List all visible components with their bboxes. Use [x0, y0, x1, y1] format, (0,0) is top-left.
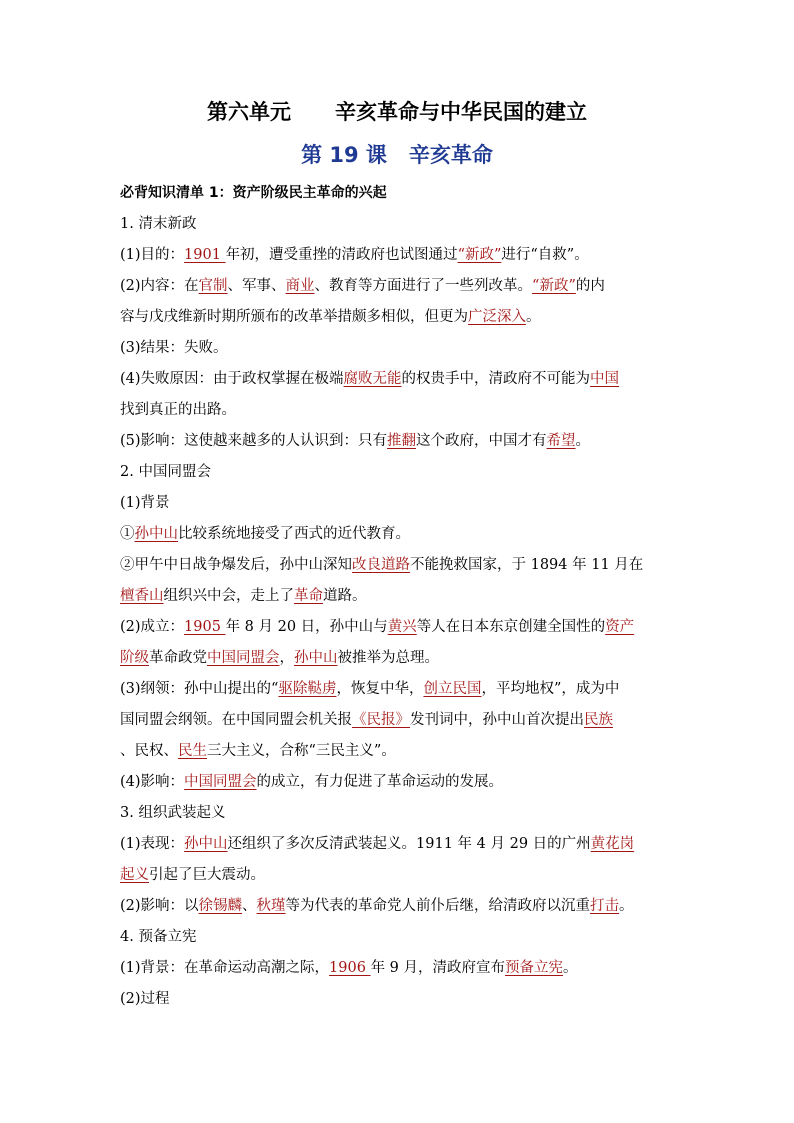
underlined-term: 《民报》: [352, 712, 410, 728]
unit-number: 第六单元: [207, 100, 291, 124]
underlined-term: 打击: [590, 898, 620, 914]
text-line: [120, 581, 680, 612]
text-segment: 。: [619, 898, 634, 914]
text-segment: 。: [526, 309, 541, 325]
text-segment: 的权贵手中，清政府不可能为: [401, 371, 591, 387]
text-segment: (1)背景：在革命运动高潮之际，: [120, 960, 330, 976]
text-segment: 革命政党: [149, 650, 207, 666]
underlined-term: 推翻: [387, 433, 417, 449]
text-line: [120, 798, 680, 829]
underlined-term: 改良道路: [352, 557, 410, 573]
unit-title: 辛亥革命与中华民国的建立: [335, 100, 587, 124]
text-segment: 、民权、: [120, 743, 178, 759]
text-segment: 这个政府，中国才有: [416, 433, 547, 449]
text-segment: ，恢复中华，: [336, 681, 424, 697]
underlined-term: 民族: [584, 712, 613, 728]
text-line: [120, 674, 680, 705]
underlined-term: 预备立宪: [505, 960, 564, 976]
text-line: [120, 984, 680, 1015]
underlined-term: 商业: [285, 278, 315, 294]
text-segment: 。: [575, 433, 591, 449]
text-segment: 引起了巨大震动。: [149, 867, 265, 883]
text-segment: 进行“自救”。: [501, 247, 589, 263]
text-line: [120, 209, 680, 240]
underlined-term: “新政”: [457, 247, 502, 263]
text-line: [120, 426, 680, 457]
text-line: [120, 519, 680, 550]
text-segment: (4)影响：: [120, 774, 185, 790]
text-line: [120, 705, 680, 736]
text-segment: (2)内容：在: [120, 278, 199, 294]
text-segment: ，: [279, 650, 294, 666]
text-segment: 、军事、: [227, 278, 286, 294]
text-segment: 等为代表的革命党人前仆后继，给清政府以沉重: [285, 898, 591, 914]
text-segment: 不能挽救国家，于 1894 年 11 月在: [410, 557, 644, 573]
section-heading: [120, 178, 680, 209]
underlined-term: 中国: [590, 371, 620, 387]
text-segment: (3)结果：失败。: [120, 340, 228, 356]
underlined-term: 1905: [184, 619, 226, 635]
underlined-term: 驱除鞑虏: [278, 681, 337, 697]
text-segment: (1)表现：: [120, 836, 185, 852]
text-line: [120, 829, 680, 860]
underlined-term: “新政”: [532, 278, 576, 294]
text-segment: 年初，遭受重挫的清政府也试图通过: [225, 247, 458, 263]
text-segment: ，平均地权”，成为中: [481, 681, 620, 697]
text-segment: 4. 预备立宪: [120, 929, 197, 945]
text-segment: (5)影响：这使越来越多的人认识到：只有: [120, 433, 388, 449]
text-line: [120, 891, 680, 922]
underlined-term: 1906: [329, 960, 371, 976]
text-segment: 国同盟会纲领。在中国同盟会机关报: [120, 712, 352, 728]
underlined-term: 孙中山: [294, 650, 338, 666]
text-segment: 年 9 月，清政府宣布: [370, 960, 506, 976]
text-segment: ②甲午中日战争爆发后，孙中山深知: [120, 557, 352, 573]
text-segment: 找到真正的出路。: [120, 402, 236, 418]
underlined-term: 1901: [184, 247, 226, 263]
text-segment: 容与戊戌维新时期所颁布的改革举措颇多相似，但更为: [120, 309, 468, 325]
underlined-term: 创立民国: [423, 681, 482, 697]
text-line: [120, 953, 680, 984]
underlined-term: 资产: [605, 619, 635, 635]
lesson-name: 辛亥革命: [408, 143, 493, 167]
text-segment: 还组织了多次反清武装起义。1911 年 4 月 29 日的广州: [227, 836, 591, 852]
text-segment: 被推举为总理。: [337, 650, 439, 666]
text-segment: 2. 中国同盟会: [120, 464, 211, 480]
text-segment: (2)过程: [120, 991, 170, 1007]
text-segment: (2)成立：: [120, 619, 185, 635]
underlined-term: 广泛深入: [468, 309, 526, 325]
text-segment: 三大主义，合称“三民主义”。: [207, 743, 396, 759]
underlined-term: 徐锡麟: [198, 898, 243, 914]
text-segment: ①: [120, 526, 135, 542]
text-line: [120, 457, 680, 488]
underlined-term: 黄兴: [387, 619, 417, 635]
text-line: [120, 612, 680, 643]
text-line: [120, 240, 680, 271]
text-line: [120, 488, 680, 519]
underlined-term: 中国同盟会: [207, 650, 280, 666]
text-segment: (4)失败原因：由于政权掌握在极端: [120, 371, 344, 387]
text-segment: 等人在日本东京创建全国性的: [416, 619, 606, 635]
text-line: [120, 333, 680, 364]
underlined-term: 孙中山: [134, 526, 178, 542]
text-segment: 。: [563, 960, 578, 976]
underlined-term: 阶级: [120, 650, 149, 666]
text-segment: (2)影响：以: [120, 898, 199, 914]
underlined-term: 孙中山: [184, 836, 228, 852]
text-line: [120, 364, 680, 395]
text-segment: 必背知识清单 1：资产阶级民主革命的兴起: [120, 185, 387, 201]
text-line: [120, 395, 680, 426]
underlined-term: 革命: [294, 588, 323, 604]
text-segment: 的成立，有力促进了革命运动的发展。: [256, 774, 504, 790]
text-line: [120, 767, 680, 798]
text-line: [120, 550, 680, 581]
text-segment: 的内: [575, 278, 605, 294]
text-line: [120, 643, 680, 674]
text-segment: (1)背景: [120, 495, 170, 511]
text-segment: 1. 清末新政: [120, 216, 197, 232]
lesson-number: 第 19 课: [301, 143, 387, 167]
text-segment: 发刊词中，孙中山首次提出: [410, 712, 584, 728]
underlined-term: 官制: [198, 278, 228, 294]
underlined-term: 起义: [120, 867, 149, 883]
text-segment: (3)纲领：孙中山提出的“: [120, 681, 279, 697]
text-segment: 、: [242, 898, 257, 914]
text-line: [120, 860, 680, 891]
underlined-term: 秋瑾: [256, 898, 286, 914]
underlined-term: 黄花岗: [590, 836, 635, 852]
text-segment: 、教育等方面进行了一些列改革。: [314, 278, 533, 294]
text-line: [120, 736, 680, 767]
text-segment: 年 8 月 20 日，孙中山与: [225, 619, 388, 635]
text-segment: 3. 组织武装起义: [120, 805, 226, 821]
text-line: [120, 271, 680, 302]
text-segment: 组织兴中会，走上了: [163, 588, 294, 604]
underlined-term: 民生: [178, 743, 207, 759]
unit-heading: [0, 96, 794, 126]
text-segment: 比较系统地接受了西式的近代教育。: [178, 526, 410, 542]
lesson-heading: [0, 139, 794, 169]
text-line: [120, 302, 680, 333]
underlined-term: 檀香山: [120, 588, 164, 604]
underlined-term: 希望: [546, 433, 576, 449]
text-segment: (1)目的：: [120, 247, 185, 263]
underlined-term: 腐败无能: [343, 371, 402, 387]
document-body: [120, 178, 680, 1015]
text-line: [120, 922, 680, 953]
underlined-term: 中国同盟会: [184, 774, 257, 790]
text-segment: 道路。: [323, 588, 367, 604]
